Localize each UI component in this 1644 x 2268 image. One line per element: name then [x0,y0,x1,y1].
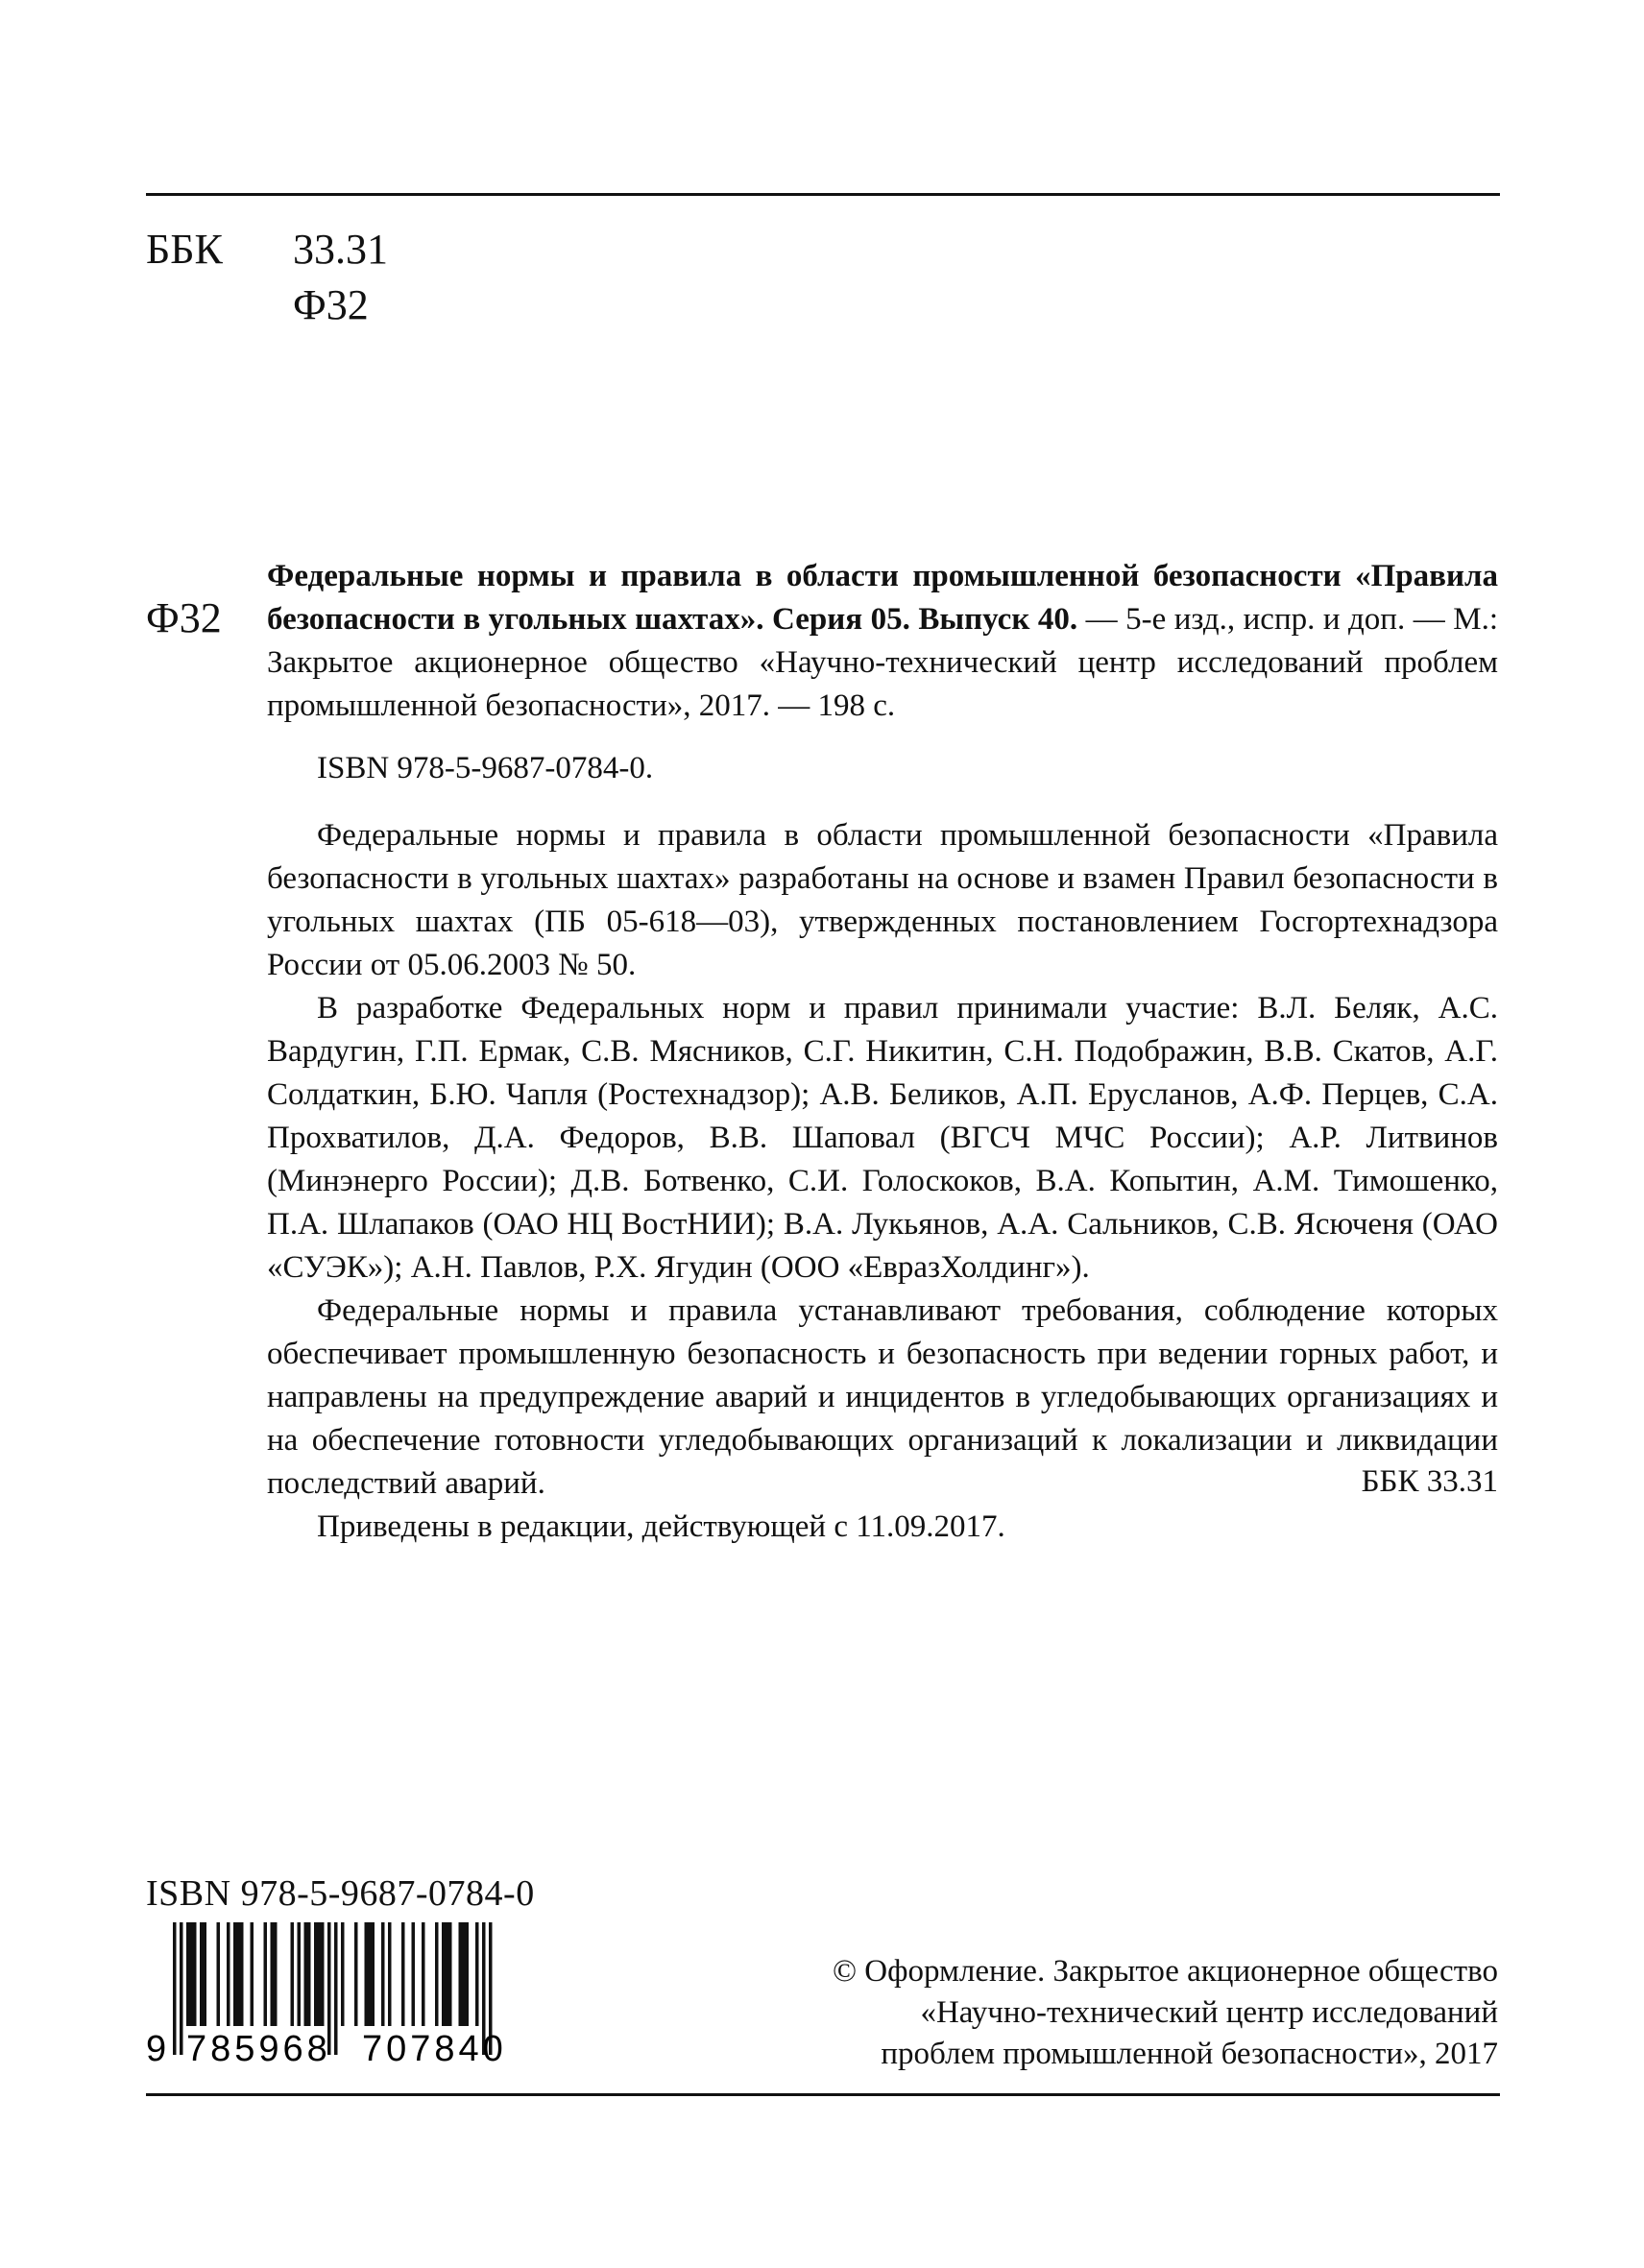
barcode-bar [365,1922,369,2026]
barcode-digits-left: 785968 [186,2029,331,2064]
author-sign: Ф32 [293,281,369,328]
barcode-bar [204,1922,207,2026]
barcode-bar [334,1922,338,2055]
copyright-line: «Научно-технический центр исследований [920,1995,1498,2030]
annotation [267,814,1498,1549]
bbk-footer: ББК 33.31 [1361,1464,1498,1499]
barcode-bar [388,1922,392,2026]
barcode-image [146,1920,549,2064]
copyright-line: проблем промышленной безопасности», 2017 [881,2037,1498,2071]
barcode-bar [240,1922,244,2026]
bbk-code: 33.31 [293,226,388,273]
barcode-bar [186,1922,190,2026]
barcode-bar [466,1922,470,2026]
barcode-bar [435,1922,439,2026]
barcode-bar [200,1922,204,2026]
barcode-bar [251,1922,254,2026]
barcode-bar [318,1922,322,2026]
copyright-notice [749,1951,1498,2075]
annotation-paragraph: Приведены в редакции, действующей с 11.09.2017. [317,1509,1005,1544]
barcode-digit-lead: 9 [146,2029,167,2064]
barcode-bar [442,1922,446,2026]
barcode-bar [341,1922,345,2026]
barcode-bar [321,1922,325,2026]
barcode-bar [475,1922,479,2026]
barcode-bar [217,1922,221,2026]
barcode-bar [271,1922,275,2026]
isbn-line: ISBN 978-5-9687-0784-0. [317,751,654,785]
barcode-bar [291,1922,295,2026]
top-rule [146,193,1500,196]
bottom-rule [146,2093,1500,2096]
barcode-bar [314,1922,318,2026]
barcode-bar [462,1922,466,2026]
annotation-paragraph: Федеральные нормы и правила устанавливают требования, соблюдение которых обеспечивает промышленную безопасность и безопасность при ведении горных работ, и направлены на предупреждение аварий и инцидентов в угледобывающих организациях и на обеспечение готовности угледобывающих организаций к локализации и ликвидации последствий аварий. [267,1293,1498,1501]
copyright-line: © Оформление. Закрытое акционерное общество [832,1954,1498,1989]
barcode-bar [354,1922,358,2026]
barcode-bar [448,1922,452,2026]
barcode-bar [193,1922,197,2026]
citation-title: Федеральные нормы и правила в области промышленной безопасности «Правила безопасности в угольных шахтах». Серия 05. Выпуск 40. [267,559,1498,637]
barcode-bar [190,1922,194,2026]
barcode-bar [304,1922,308,2026]
barcode-bar [180,1922,183,2055]
barcode-bar [274,1922,278,2026]
barcode-bar [368,1922,372,2026]
barcode-bar [227,1922,230,2026]
barcode-bar [233,1922,237,2026]
barcode-bar [446,1922,449,2026]
barcode-bar [372,1922,375,2026]
barcode-bar [401,1922,405,2026]
bbk-label: ББК [146,226,223,273]
author-sign-side: Ф32 [146,594,222,641]
barcode-digits-right: 707840 [362,2029,507,2064]
barcode-bar [307,1922,311,2026]
annotation-paragraph: В разработке Федеральных норм и правил принимали участие: В.Л. Беляк, А.С. Вардугин, Г.П. Ермак, С.В. Мясников, С.Г. Никитин, С.Н. Подображин, В.В. Скатов, А.Г. Солдаткин, Б.Ю. Чапля (Ростехнадзор); А.В. Беликов, А.П. Ерусланов, А.Ф. Перцев, С.А. Прохватилов, Д.А. Федоров, В.В. Шаповал (ВГСЧ МЧС России); А.Р. Литвинов (Минэнерго России); Д.В. Ботвенко, С.И. Голоскоков, В.А. Копытин, А.М. Тимошенко, П.А. Шлапаков (ОАО НЦ ВостНИИ); В.А. Лукьянов, А.А. Сальников, С.В. Ясюченя (ОАО «СУЭК»); А.Н. Павлов, Р.Х. Ягудин (ООО «ЕвразХолдинг»). [267,991,1498,1285]
citation-details: — 5-е изд., испр. и доп. — М.: Закрытое акционерное общество «Научно-технический центр исследований проблем промышленной безопасности», 2017. — 198 с. [267,602,1498,723]
barcode-bar [173,1922,177,2055]
barcode-bar [381,1922,385,2026]
barcode-bar [459,1922,463,2026]
barcode-bar [412,1922,416,2026]
bibliographic-citation [267,555,1498,728]
barcode-bar [298,1922,302,2026]
barcode-isbn-text: ISBN 978-5-9687-0784-0 [146,1873,535,1914]
barcode-bar [237,1922,241,2026]
barcode-bar [422,1922,425,2026]
barcode-bar [264,1922,268,2026]
isbn-barcode-block [146,1872,535,2064]
annotation-paragraph: Федеральные нормы и правила в области промышленной безопасности «Правила безопасности в угольных шахтах» разработаны на основе и взамен Правил безопасности в угольных шахтах (ПБ 05-618—03), утвержденных постановлением Госгортехнадзора России от 05.06.2003 № 50. [267,818,1498,982]
